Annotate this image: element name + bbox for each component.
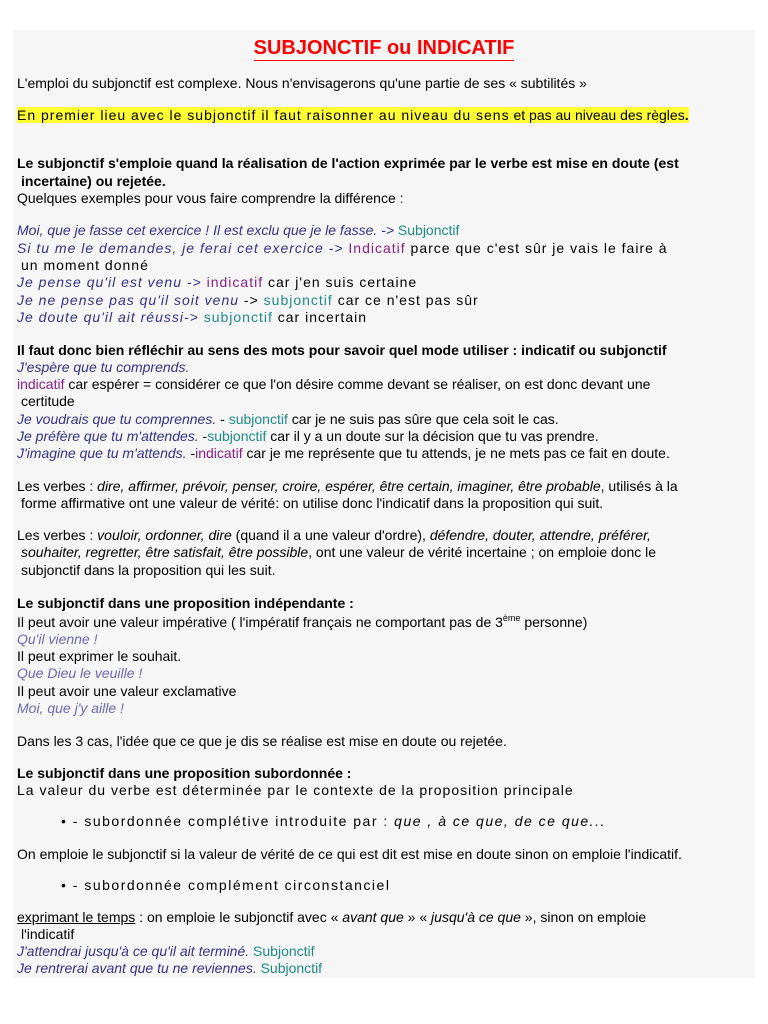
s5-example-2: Que Dieu le veuille !	[17, 665, 143, 681]
s6-line-3: exprimant le temps : on emploie le subjonctif avec « avant que » « jusqu'à ce que », sinon on emploie	[17, 909, 647, 925]
s2-line-5: J'imagine que tu m'attends. -indicatif car je me représente que tu attends, je ne mets pas ce fait en doute.	[17, 445, 670, 461]
mode-label: subjonctif	[263, 292, 333, 308]
s1-example-2-cont: un moment donné	[21, 257, 149, 273]
s5-heading: Le subjonctif dans une proposition indépendante :	[17, 595, 354, 611]
s1-example-1: Moi, que je fasse cet exercice ! Il est exclu que je le fasse. -> Subjonctif	[17, 222, 460, 238]
mode-label: Indicatif	[348, 240, 406, 256]
mode-label: Subjonctif	[397, 222, 460, 238]
s3-line-1: Les verbes : dire, affirmer, prévoir, penser, croire, espérer, être certain, imaginer, être probable, utilisés à la	[17, 478, 678, 494]
s2-line-2-cont: certitude	[21, 393, 75, 409]
s1-example-2: Si tu me le demandes, je ferai cet exercice -> Indicatif parce que c'est sûr je vais le faire à	[17, 240, 668, 256]
s1-example-3: Je pense qu'il est venu -> indicatif car j'en suis certaine	[17, 274, 418, 290]
highlight-text-b: et pas au niveau des règles	[509, 107, 685, 123]
s1-lead: Quelques exemples pour vous faire comprendre la différence :	[17, 190, 404, 206]
s1-heading-2: incertaine) ou rejetée.	[21, 173, 166, 189]
mode-label: Subjonctif	[256, 960, 323, 976]
s5-line-2: Il peut exprimer le souhait.	[17, 648, 182, 664]
s3-line-2: forme affirmative ont une valeur de vérité: on utilise donc l'indicatif dans la proposition qui suit.	[21, 495, 604, 511]
intro-text: L'emploi du subjonctif est complexe. Nous n'envisagerons qu'une partie de ses « subtilités »	[17, 75, 587, 91]
mode-label: indicatif	[195, 445, 243, 461]
s5-conclusion: Dans les 3 cas, l'idée que ce que je dis se réalise est mise en doute ou rejetée.	[17, 733, 507, 749]
mode-label: subjonctif	[207, 428, 267, 444]
s6-line-1: La valeur du verbe est déterminée par le contexte de la proposition principale	[17, 782, 574, 798]
s6-heading: Le subjonctif dans une proposition subordonnée :	[17, 765, 352, 781]
s1-heading-1: Le subjonctif s'emploie quand la réalisation de l'action exprimée par le verbe est mise en doute (est	[17, 155, 679, 171]
highlight-line	[17, 107, 689, 124]
s6-line-4: l'indicatif	[21, 926, 75, 942]
s2-heading: Il faut donc bien réfléchir au sens des mots pour savoir quel mode utiliser : indicatif ou subjonctif	[17, 342, 667, 358]
mode-label: Subjonctif	[249, 943, 315, 959]
mode-label: subjonctif	[228, 411, 288, 427]
s6-example-1: J'attendrai jusqu'à ce qu'il ait terminé. Subjonctif	[17, 943, 315, 959]
s5-example-1: Qu'il vienne !	[17, 631, 98, 647]
s2-line-4: Je préfère que tu m'attendes. -subjonctif car il y a un doute sur la décision que tu vas prendre.	[17, 428, 599, 444]
highlight-text-c: .	[684, 107, 689, 123]
page-title: SUBJONCTIF ou INDICATIF	[253, 37, 515, 59]
s6-bullet-2: • - subordonnée complément circonstanciel	[61, 877, 391, 893]
s5-example-3: Moi, que j'y aille !	[17, 700, 124, 716]
mode-label: indicatif	[17, 376, 65, 392]
highlight-text-a: En premier lieu avec le subjonctif il faut raisonner au niveau du sens	[17, 107, 510, 123]
document-page	[13, 30, 755, 978]
s6-line-2: On emploie le subjonctif si la valeur de vérité de ce qui est dit est mise en doute sinon on emploie l'indicatif.	[17, 846, 682, 862]
s5-line-1: Il peut avoir une valeur impérative ( l'impératif français ne comportant pas de 3ème personne)	[17, 613, 588, 630]
s4-line-2: souhaiter, regretter, être satisfait, être possible, ont une valeur de vérité incertaine ; on emploie donc le	[21, 544, 657, 560]
s4-line-3: subjonctif dans la proposition qui les suit.	[21, 562, 276, 578]
mode-label: indicatif	[206, 274, 264, 290]
s2-example-1: J'espère que tu comprends.	[17, 359, 190, 375]
s6-bullet-1: • - subordonnée complétive introduite par : que , à ce que, de ce que...	[61, 813, 606, 829]
s2-line-2: indicatif car espérer = considérer ce que l'on désire comme devant se réaliser, on est donc devant une	[17, 376, 651, 392]
s1-example-5: Je doute qu'il ait réussi-> subjonctif car incertain	[17, 309, 368, 325]
s1-example-4: Je ne pense pas qu'il soit venu -> subjonctif car ce n'est pas sûr	[17, 292, 479, 308]
s4-line-1: Les verbes : vouloir, ordonner, dire (quand il a une valeur d'ordre), défendre, douter, attendre, préférer,	[17, 527, 651, 543]
s6-example-2: Je rentrerai avant que tu ne reviennes. Subjonctif	[17, 960, 323, 976]
mode-label: subjonctif	[203, 309, 273, 325]
s5-line-3: Il peut avoir une valeur exclamative	[17, 683, 237, 699]
s2-line-3: Je voudrais que tu comprennes. - subjonctif car je ne suis pas sûre que cela soit le cas.	[17, 411, 559, 427]
